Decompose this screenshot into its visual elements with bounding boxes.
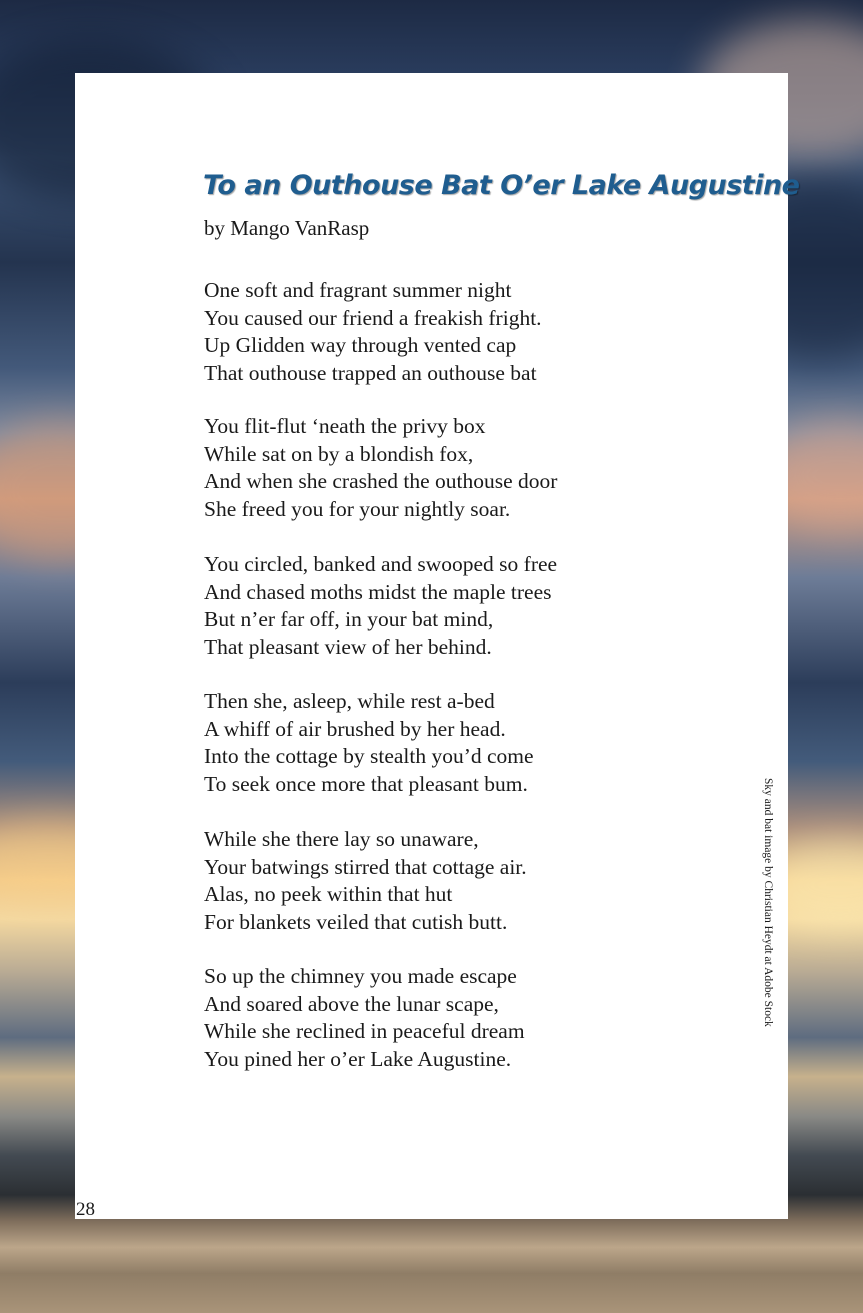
poem-line: You flit-flut ‘neath the privy box <box>204 414 486 438</box>
poem-line: Alas, no peek within that hut <box>204 882 453 907</box>
stanza-6 <box>204 963 525 1073</box>
poem-line: One soft and fragrant summer night <box>204 278 512 302</box>
poem-line: But n’er far off, in your bat mind, <box>204 607 494 632</box>
poem-line: Up Glidden way through vented cap <box>204 333 517 358</box>
stanza-1 <box>204 277 542 387</box>
poem-line: While she there lay so unaware, <box>204 827 479 851</box>
poem-line: A whiff of air brushed by her head. <box>204 716 506 741</box>
poem-line: And when she crashed the outhouse door <box>204 469 558 494</box>
poem-byline: by Mango VanRasp <box>204 216 370 240</box>
poem-line: She freed you for your nightly soar. <box>204 496 511 521</box>
poem-line: Into the cottage by stealth you’d come <box>204 744 534 769</box>
poem-line: You circled, banked and swooped so free <box>204 552 558 576</box>
poem-line: Your batwings stirred that cottage air. <box>204 854 527 879</box>
stanza-3 <box>204 551 557 661</box>
poem-line: So up the chimney you made escape <box>204 964 517 988</box>
stanza-2 <box>204 413 557 523</box>
stanza-4 <box>204 688 534 798</box>
page-number: 28 <box>76 1199 95 1220</box>
poem-line: While sat on by a blondish fox, <box>204 441 474 466</box>
poem-line: That pleasant view of her behind. <box>204 634 492 659</box>
poem-line: You pined her o’er Lake Augustine. <box>204 1046 512 1071</box>
poem-line: While she reclined in peaceful dream <box>204 1019 525 1044</box>
poem-line: That outhouse trapped an outhouse bat <box>204 360 537 385</box>
poem-line: Then she, asleep, while rest a-bed <box>204 689 495 713</box>
image-credit: Sky and bat image by Christian Heydt at Adobe Stock <box>762 778 774 1027</box>
poem-line: And soared above the lunar scape, <box>204 991 499 1016</box>
poem-line: To seek once more that pleasant bum. <box>204 771 528 796</box>
poem-line: You caused our friend a freakish fright. <box>204 305 542 330</box>
poem-title: To an Outhouse Bat O’er Lake Augustine <box>203 170 800 201</box>
poem-line: And chased moths midst the maple trees <box>204 579 552 604</box>
stanza-5 <box>204 826 527 936</box>
poem-line: For blankets veiled that cutish butt. <box>204 909 508 934</box>
